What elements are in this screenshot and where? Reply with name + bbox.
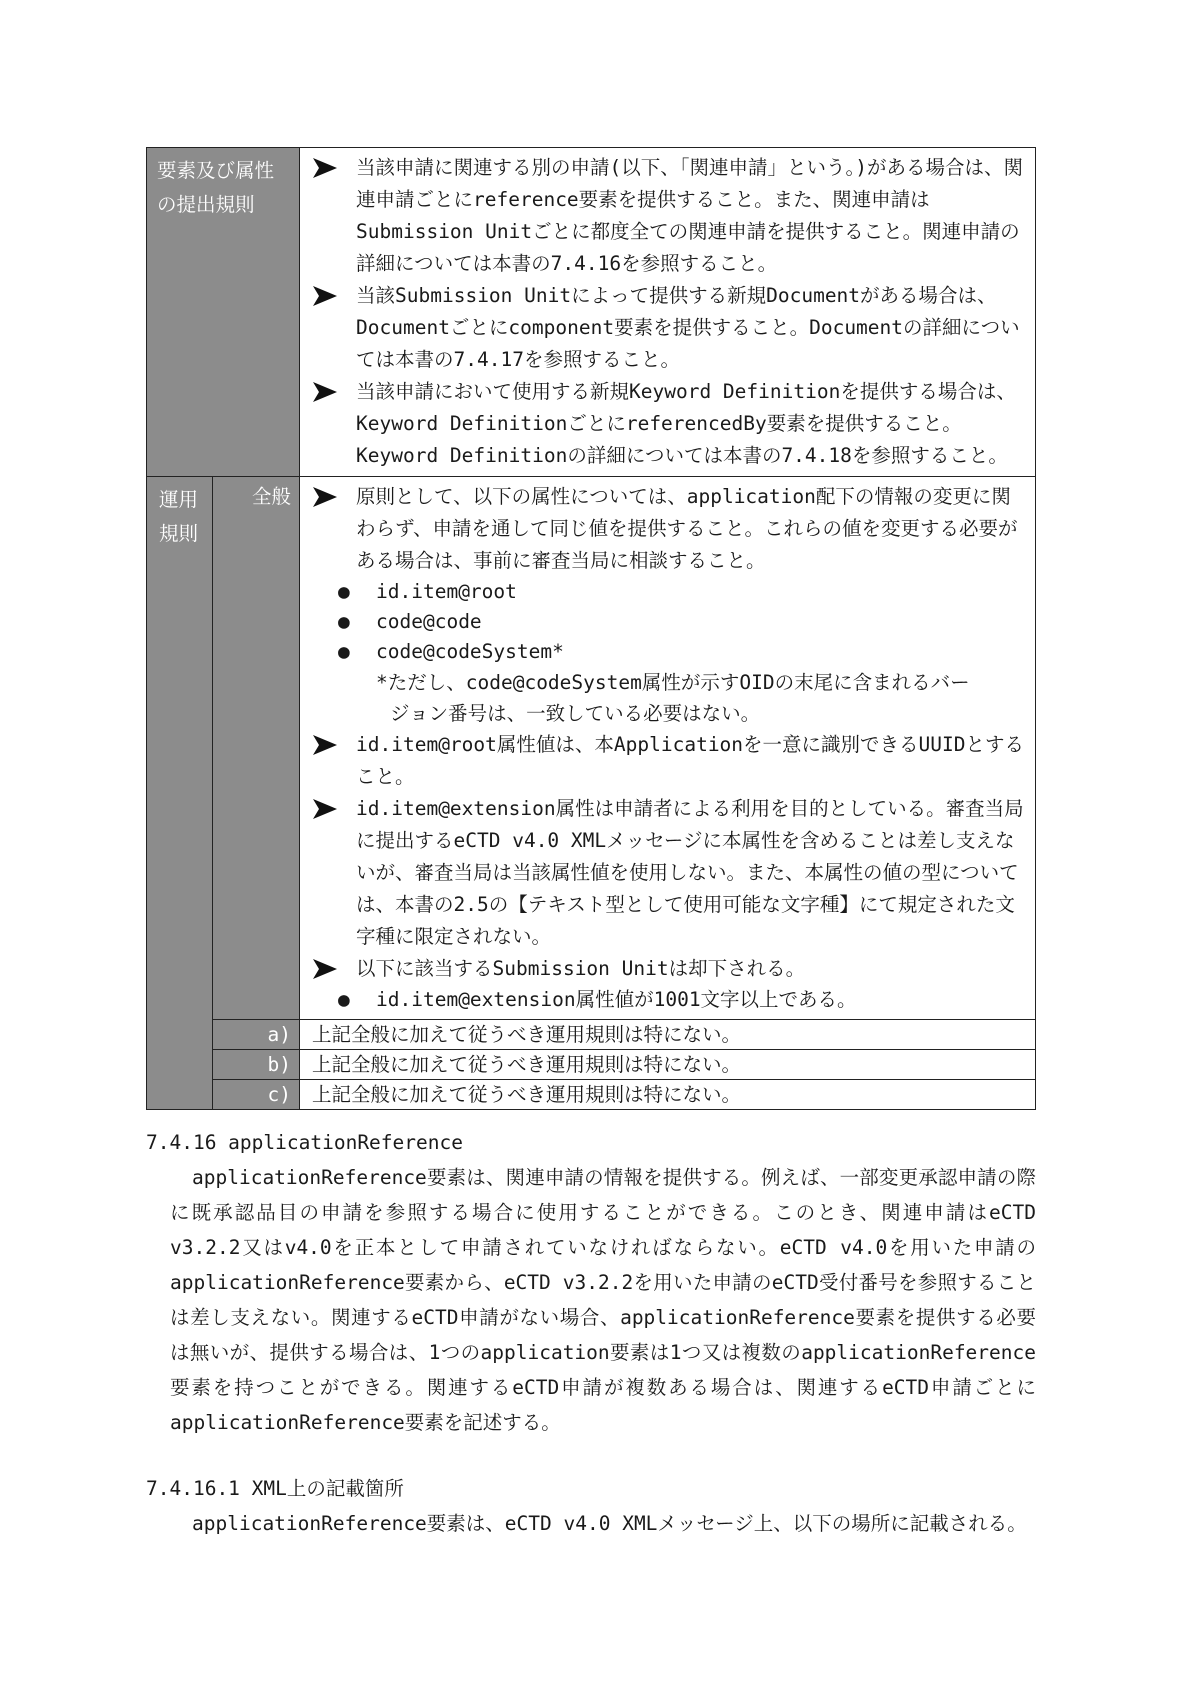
footnote-line: ジョン番号は、一致している必要はない。 bbox=[390, 702, 761, 725]
arrow-bullet-icon bbox=[312, 157, 338, 179]
rules-item bbox=[308, 376, 1027, 472]
dot-bullet-icon: ● bbox=[338, 610, 350, 633]
general-item-text: id.item@extension属性は申請者による利用を目的としている。審査当局に提出するeCTD v4.0 XMLメッセージに本属性を含めることは差し支えないが、審査当局は当該属性値を使用しない。また、本属性の値の型については、本書の2.5の【テキスト型として使用可能な文字種】にて規定された文字種に限定されない。 bbox=[356, 797, 1024, 948]
ops-header: 運用規則 bbox=[147, 477, 213, 1110]
dot-bullet-icon: ● bbox=[338, 988, 350, 1011]
section-paragraph: applicationReference要素は、関連申請の情報を提供する。例えば、一部変更承認申請の際に既承認品目の申請を参照する場合に使用することができる。このとき、関連申請はeCTD v3.2.2又はv4.0を正本として申請されていなければならない。eCTD v4.0を用いた申請のapplicationReference要素から、eCTD v3.2.2を用いた申請のeCTD受付番号を参照することは差し支えない。関連するeCTD申請がない場合、applicationReference要素を提供する必要は無いが、提供する場合は、1つのapplication要素は1つ又は複数のapplicationReference要素を持つことができる。関連するeCTD申請が複数ある場合は、関連するeCTD申請ごとにapplicationReference要素を記述する。 bbox=[170, 1166, 1036, 1434]
sub-row-c bbox=[147, 1080, 1036, 1110]
arrow-bullet-icon bbox=[312, 285, 338, 307]
bullet-text: id.item@extension属性値が1001文字以上である。 bbox=[376, 988, 857, 1011]
arrow-bullet-icon bbox=[312, 486, 338, 508]
general-item bbox=[308, 729, 1027, 793]
general-body bbox=[300, 477, 1036, 1020]
subsection-heading: 7.4.16.1 XML上の記載箇所 bbox=[146, 1477, 404, 1500]
general-row bbox=[147, 477, 1036, 1020]
general-header: 全般 bbox=[213, 477, 300, 1020]
rules-item bbox=[308, 152, 1027, 280]
bullet-item bbox=[308, 607, 1027, 637]
bullet-item bbox=[308, 985, 1027, 1015]
general-item-text: 以下に該当するSubmission Unitは却下される。 bbox=[356, 957, 806, 980]
arrow-bullet-icon bbox=[312, 958, 338, 980]
bullet-text: code@codeSystem* bbox=[376, 640, 564, 663]
sub-row-text: 上記全般に加えて従うべき運用規則は特にない。 bbox=[300, 1080, 1036, 1110]
bullet-item bbox=[308, 637, 1027, 667]
rules-item bbox=[308, 280, 1027, 376]
sub-row-label: c) bbox=[213, 1080, 300, 1110]
general-item bbox=[308, 953, 1027, 985]
sub-row-text: 上記全般に加えて従うべき運用規則は特にない。 bbox=[300, 1050, 1036, 1080]
sub-row-a bbox=[147, 1020, 1036, 1050]
bullet-text: code@code bbox=[376, 610, 482, 633]
sub-row-label: a) bbox=[213, 1020, 300, 1050]
sub-row-b bbox=[147, 1050, 1036, 1080]
bullet-text: id.item@root bbox=[376, 580, 517, 603]
sub-row-label: b) bbox=[213, 1050, 300, 1080]
dot-bullet-icon: ● bbox=[338, 640, 350, 663]
general-item bbox=[308, 793, 1027, 953]
arrow-bullet-icon bbox=[312, 381, 338, 403]
subsection-paragraph: applicationReference要素は、eCTD v4.0 XMLメッセージ上、以下の場所に記載される。 bbox=[192, 1512, 1027, 1535]
arrow-bullet-icon bbox=[312, 798, 338, 820]
rules-header: 要素及び属性の提出規則 bbox=[147, 148, 300, 477]
sub-row-text: 上記全般に加えて従うべき運用規則は特にない。 bbox=[300, 1020, 1036, 1050]
rules-item-text: 当該申請に関連する別の申請(以下、「関連申請」という。)がある場合は、関連申請ごとにreference要素を提供すること。また、関連申請はSubmission Unitごとに都度全ての関連申請を提供すること。関連申請の詳細については本書の7.4.16を参照すること。 bbox=[356, 156, 1023, 275]
bullet-item bbox=[308, 577, 1027, 607]
rules-row bbox=[147, 148, 1036, 477]
general-item bbox=[308, 481, 1027, 577]
arrow-bullet-icon bbox=[312, 734, 338, 756]
general-item-text: id.item@root属性値は、本Applicationを一意に識別できるUUIDとすること。 bbox=[356, 733, 1024, 788]
footnote bbox=[308, 667, 1027, 729]
dot-bullet-icon: ● bbox=[338, 580, 350, 603]
rules-body bbox=[300, 148, 1036, 477]
general-item-text: 原則として、以下の属性については、application配下の情報の変更に関わらず、申請を通して同じ値を提供すること。これらの値を変更する必要がある場合は、事前に審査当局に相談すること。 bbox=[356, 485, 1018, 572]
rules-item-text: 当該Submission Unitによって提供する新規Documentがある場合は、Documentごとにcomponent要素を提供すること。Documentの詳細については本書の7.4.17を参照すること。 bbox=[356, 284, 1020, 371]
spec-table bbox=[146, 147, 1036, 1110]
footnote-line: *ただし、code@codeSystem属性が示すOIDの末尾に含まれるバー bbox=[376, 671, 970, 694]
section-heading: 7.4.16 applicationReference bbox=[146, 1131, 463, 1154]
rules-item-text: 当該申請において使用する新規Keyword Definitionを提供する場合は、Keyword DefinitionごとにreferencedBy要素を提供すること。Keyword Definitionの詳細については本書の7.4.18を参照すること。 bbox=[356, 380, 1016, 467]
